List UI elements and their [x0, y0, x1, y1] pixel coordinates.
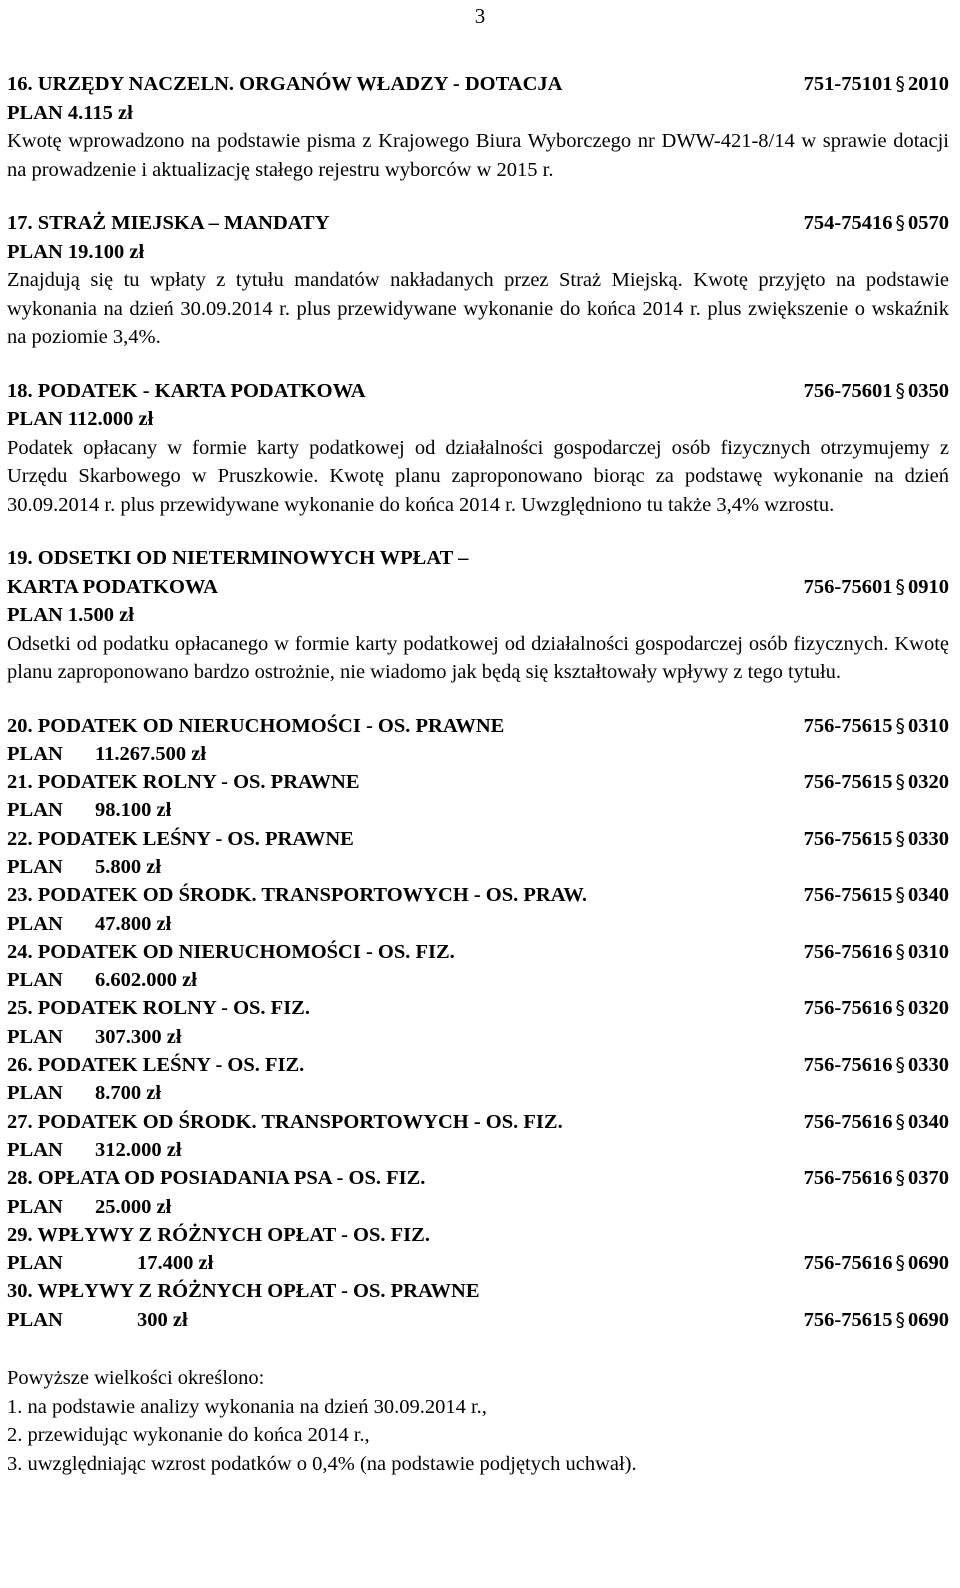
code-chapter: 756-75616 — [803, 1054, 893, 1077]
plan-label: PLAN — [7, 912, 63, 935]
section-sign-icon: § — [895, 575, 905, 598]
plan-amount — [7, 1306, 188, 1334]
classification-code — [804, 938, 949, 966]
section-17 — [7, 209, 949, 352]
classification-code — [804, 994, 949, 1022]
item-title: 30. WPŁYWY Z RÓŻNYCH OPŁAT - OS. PRAWNE — [7, 1280, 480, 1303]
classification-code — [804, 1164, 949, 1192]
section-sign-icon: § — [895, 884, 905, 907]
code-paragraph: 0330 — [908, 1054, 949, 1077]
item-title: 22. PODATEK LEŚNY - OS. PRAWNE — [7, 827, 354, 850]
item-header — [7, 712, 949, 740]
section-title: KARTA PODATKOWA — [7, 575, 218, 598]
item-title: 25. PODATEK ROLNY - OS. FIZ. — [7, 997, 310, 1020]
item-header — [7, 1108, 949, 1136]
section-sign-icon: § — [895, 997, 905, 1020]
item-title: 20. PODATEK OD NIERUCHOMOŚCI - OS. PRAWNE — [7, 714, 505, 737]
plan-value: 5.800 zł — [95, 855, 162, 878]
section-18 — [7, 377, 949, 520]
plan-value: 17.400 zł — [137, 1252, 214, 1275]
code-chapter: 756-75616 — [803, 1110, 893, 1133]
document-body — [7, 70, 949, 1478]
code-paragraph: 0690 — [908, 1252, 949, 1275]
item-header — [7, 768, 949, 796]
note-item: 3. uwzględniając wzrost podatków o 0,4% (na podstawie podjętych uchwał). — [7, 1452, 637, 1475]
code-paragraph: 0310 — [908, 714, 949, 737]
plan-value: 300 zł — [137, 1308, 188, 1331]
item-header — [7, 1051, 949, 1079]
classification-code — [804, 768, 949, 796]
section-sign-icon: § — [895, 1054, 905, 1077]
section-title: 16. URZĘDY NACZELN. ORGANÓW WŁADZY - DOTACJA — [7, 73, 563, 95]
code-chapter: 756-75615 — [803, 884, 893, 907]
plan-amount: PLAN 1.500 zł — [7, 604, 134, 626]
item-plan-row — [7, 1136, 949, 1164]
section-title: 17. STRAŻ MIEJSKA – MANDATY — [7, 212, 330, 234]
item-title: 26. PODATEK LEŚNY - OS. FIZ. — [7, 1054, 305, 1077]
code-paragraph: 0340 — [908, 1110, 949, 1133]
item-header — [7, 881, 949, 909]
item-plan-row — [7, 910, 949, 938]
code-paragraph: 0310 — [908, 940, 949, 963]
classification-code: 756-75601 § 0910 — [803, 575, 949, 598]
plan-amount — [7, 1136, 182, 1164]
plan-label: PLAN — [7, 855, 63, 878]
tax-items-list — [7, 712, 949, 1221]
plan-amount — [7, 910, 171, 938]
code-chapter: 756-75615 — [803, 714, 893, 737]
plan-label: PLAN — [7, 1082, 63, 1105]
section-16 — [7, 70, 949, 184]
section-description: Odsetki od podatku opłacanego w formie karty podatkowej od działalności gospodarczej osób fizycznych. Kwotę planu zaproponowano bardzo ostrożnie, nie wiadomo jak będą się kształtowały wpływy z tego tytułu. — [7, 632, 949, 683]
item-header — [7, 1164, 949, 1192]
fees-items-list — [7, 1221, 949, 1334]
plan-amount — [7, 796, 171, 824]
classification-code: 751-75101 § 2010 — [803, 73, 949, 95]
item-plan-row — [7, 966, 949, 994]
section-sign-icon: § — [895, 771, 905, 794]
item-header — [7, 1221, 949, 1249]
section-description: Podatek opłacany w formie karty podatkowej od działalności gospodarczej osób fizycznych otrzymujemy z Urzędu Skarbowego w Pruszkowie. Kwotę planu zaproponowano biorąc za podstawę wykonanie na dzień 30.09.2014 r. plus przewidywane wykonanie do końca 2014 r. Uwzględniono tu także 3,4% wzrostu. — [7, 436, 949, 516]
section-title: 18. PODATEK - KARTA PODATKOWA — [7, 379, 366, 402]
plan-label: PLAN — [7, 1308, 63, 1331]
plan-label: PLAN — [7, 969, 63, 992]
section-header — [7, 377, 949, 406]
plan-value: 8.700 zł — [95, 1082, 162, 1105]
code-chapter: 756-75615 — [803, 1308, 893, 1331]
code-paragraph: 0330 — [908, 827, 949, 850]
section-sign-icon: § — [895, 73, 905, 95]
item-title: 28. OPŁATA OD POSIADANIA PSA - OS. FIZ. — [7, 1167, 426, 1190]
classification-code — [804, 1249, 949, 1277]
plan-amount: PLAN 19.100 zł — [7, 240, 145, 263]
item-plan-row — [7, 796, 949, 824]
classification-code — [804, 881, 949, 909]
plan-amount — [7, 740, 206, 768]
classification-code: 754-75416 § 0570 — [803, 212, 949, 234]
item-title: 24. PODATEK OD NIERUCHOMOŚCI - OS. FIZ. — [7, 940, 455, 963]
plan-label: PLAN — [7, 1252, 63, 1275]
plan-amount — [7, 1193, 171, 1221]
plan-label: PLAN — [7, 1195, 63, 1218]
code-chapter: 756-75616 — [803, 940, 893, 963]
item-title: 21. PODATEK ROLNY - OS. PRAWNE — [7, 771, 360, 794]
note-item: 2. przewidując wykonanie do końca 2014 r., — [7, 1424, 370, 1447]
item-plan-row — [7, 1249, 949, 1277]
classification-code — [804, 1306, 949, 1334]
plan-value: 11.267.500 zł — [95, 742, 207, 765]
section-description: Kwotę wprowadzono na podstawie pisma z Krajowego Biura Wyborczego nr DWW-421-8/14 w sprawie dotacji na prowadzenie i aktualizację stałego rejestru wyborców w 2015 r. — [7, 130, 949, 181]
section-header — [7, 70, 949, 99]
plan-amount: PLAN 112.000 zł — [7, 408, 154, 430]
item-header — [7, 1277, 949, 1305]
section-sign-icon: § — [895, 1252, 905, 1275]
section-header — [7, 573, 949, 602]
section-sign-icon: § — [895, 1167, 905, 1190]
section-title-line1: 19. ODSETKI OD NIETERMINOWYCH WPŁAT – — [7, 547, 469, 569]
section-sign-icon: § — [895, 940, 905, 963]
plan-amount: PLAN 4.115 zł — [7, 101, 133, 124]
code-paragraph: 0690 — [908, 1308, 949, 1331]
plan-label: PLAN — [7, 1025, 63, 1048]
classification-code — [804, 712, 949, 740]
section-sign-icon: § — [895, 714, 905, 737]
item-plan-row — [7, 853, 949, 881]
code-chapter: 756-75616 — [803, 1167, 893, 1190]
item-header — [7, 938, 949, 966]
code-paragraph: 0370 — [908, 1167, 949, 1190]
item-title: 27. PODATEK OD ŚRODK. TRANSPORTOWYCH - OS. FIZ. — [7, 1110, 563, 1133]
section-19 — [7, 544, 949, 687]
item-plan-row — [7, 1023, 949, 1051]
plan-label: PLAN — [7, 742, 63, 765]
plan-amount — [7, 966, 197, 994]
plan-value: 25.000 zł — [95, 1195, 172, 1218]
section-description: Znajdują się tu wpłaty z tytułu mandatów nakładanych przez Straż Miejską. Kwotę przyjęto na podstawie wykonania na dzień 30.09.2014 r. plus przewidywane wykonanie do końca 2014 r. plus zwiększenie o wskaźnik na poziomie 3,4%. — [7, 269, 949, 348]
code-paragraph: 0320 — [908, 997, 949, 1020]
section-sign-icon: § — [895, 1308, 905, 1331]
section-sign-icon: § — [895, 379, 905, 402]
item-plan-row — [7, 740, 949, 768]
item-plan-row — [7, 1079, 949, 1107]
item-header — [7, 825, 949, 853]
classification-code — [804, 1108, 949, 1136]
item-plan-row — [7, 1193, 949, 1221]
item-header — [7, 994, 949, 1022]
section-header — [7, 209, 949, 238]
plan-value: 98.100 zł — [95, 799, 172, 822]
code-chapter: 756-75616 — [803, 997, 893, 1020]
code-paragraph: 0320 — [908, 771, 949, 794]
plan-label: PLAN — [7, 1138, 63, 1161]
classification-code: 756-75601 § 0350 — [803, 379, 949, 402]
item-plan-row — [7, 1306, 949, 1334]
plan-value: 6.602.000 zł — [95, 969, 197, 992]
page-number: 3 — [474, 4, 486, 28]
plan-amount — [7, 1023, 182, 1051]
notes — [7, 1364, 949, 1478]
code-chapter: 756-75616 — [803, 1252, 893, 1275]
notes-heading: Powyższe wielkości określono: — [7, 1367, 265, 1390]
plan-value: 47.800 zł — [95, 912, 172, 935]
plan-amount — [7, 1079, 161, 1107]
section-sign-icon: § — [895, 827, 905, 850]
classification-code — [804, 1051, 949, 1079]
plan-value: 307.300 zł — [95, 1025, 182, 1048]
plan-amount — [7, 853, 161, 881]
code-paragraph: 0340 — [908, 884, 949, 907]
code-chapter: 756-75615 — [803, 771, 893, 794]
item-title: 23. PODATEK OD ŚRODK. TRANSPORTOWYCH - OS. PRAW. — [7, 884, 587, 907]
note-item: 1. na podstawie analizy wykonania na dzień 30.09.2014 r., — [7, 1395, 487, 1418]
plan-value: 312.000 zł — [95, 1138, 182, 1161]
item-title: 29. WPŁYWY Z RÓŻNYCH OPŁAT - OS. FIZ. — [7, 1223, 430, 1246]
plan-label: PLAN — [7, 799, 63, 822]
classification-code — [804, 825, 949, 853]
section-sign-icon: § — [895, 1110, 905, 1133]
code-chapter: 756-75615 — [803, 827, 893, 850]
plan-amount — [7, 1249, 213, 1277]
section-sign-icon: § — [895, 212, 905, 234]
